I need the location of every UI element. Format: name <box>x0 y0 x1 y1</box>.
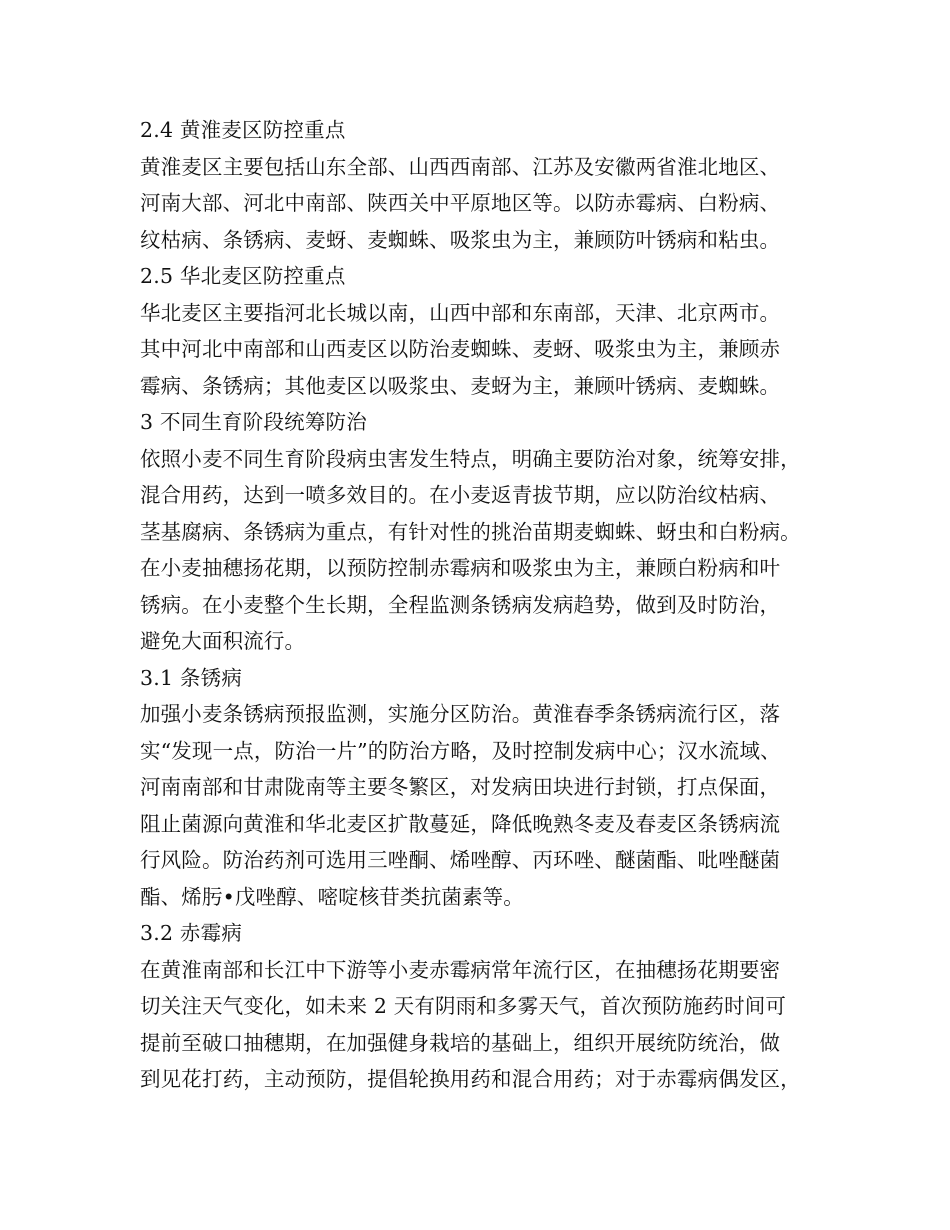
paragraph-line: 实“发现一点，防治一片”的防治方略，及时控制发病中心；汉水流域、 <box>140 738 781 763</box>
paragraph-line: 避免大面积流行。 <box>140 629 306 653</box>
paragraph-line: 到见花打药，主动预防，提倡轮换用药和混合用药；对于赤霉病偶发区， <box>140 1067 801 1091</box>
paragraph-line: 黄淮麦区主要包括山东全部、山西西南部、江苏及安徽两省淮北地区、 <box>140 154 781 179</box>
paragraph-line: 提前至破口抽穗期，在加强健身栽培的基础上，组织开展统防统治，做 <box>140 1030 781 1055</box>
paragraph-line: 在黄淮南部和长江中下游等小麦赤霉病常年流行区，在抽穗扬花期要密 <box>140 957 781 982</box>
paragraph-line: 切关注天气变化，如未来 2 天有阴雨和多雾天气，首次预防施药时间可 <box>140 994 787 1018</box>
paragraph-line: 茎基腐病、条锈病为重点，有针对性的挑治苗期麦蜘蛛、蚜虫和白粉病。 <box>140 519 801 544</box>
heading-3-2: 3.2 赤霉病 <box>140 921 243 945</box>
paragraph-line: 锈病。在小麦整个生长期，全程监测条锈病发病趋势，做到及时防治， <box>140 592 781 617</box>
heading-2-5: 2.5 华北麦区防控重点 <box>140 264 346 288</box>
heading-3-1: 3.1 条锈病 <box>140 665 243 690</box>
paragraph-line: 在小麦抽穗扬花期，以预防控制赤霉病和吸浆虫为主，兼顾白粉病和叶 <box>140 556 781 580</box>
paragraph-line: 混合用药，达到一喷多效目的。在小麦返青拔节期，应以防治纹枯病、 <box>140 483 781 507</box>
paragraph-line: 河南南部和甘肃陇南等主要冬繁区，对发病田块进行封锁，打点保面， <box>140 775 781 799</box>
paragraph-line: 华北麦区主要指河北长城以南，山西中部和东南部，天津、北京两市。 <box>140 300 781 325</box>
paragraph-line: 河南大部、河北中南部、陕西关中平原地区等。以防赤霉病、白粉病、 <box>140 191 781 215</box>
paragraph-line: 阻止菌源向黄淮和华北麦区扩散蔓延，降低晚熟冬麦及春麦区条锈病流 <box>140 811 781 836</box>
paragraph-line: 其中河北中南部和山西麦区以防治麦蜘蛛、麦蚜、吸浆虫为主，兼顾赤 <box>140 337 781 361</box>
paragraph-line: 加强小麦条锈病预报监测，实施分区防治。黄淮春季条锈病流行区，落 <box>140 702 781 726</box>
document-body <box>140 112 820 1098</box>
paragraph-line: 纹枯病、条锈病、麦蚜、麦蜘蛛、吸浆虫为主，兼顾防叶锈病和粘虫。 <box>140 227 781 252</box>
paragraph-line: 行风险。防治药剂可选用三唑酮、烯唑醇、丙环唑、醚菌酯、吡唑醚菌 <box>140 848 781 872</box>
heading-3: 3 不同生育阶段统筹防治 <box>140 410 367 434</box>
paragraph-line: 霉病、条锈病；其他麦区以吸浆虫、麦蚜为主，兼顾叶锈病、麦蜘蛛。 <box>140 373 781 398</box>
paragraph-line: 酯、烯肟•戊唑醇、嘧啶核苷类抗菌素等。 <box>140 884 524 909</box>
heading-2-4: 2.4 黄淮麦区防控重点 <box>140 118 346 142</box>
paragraph-line: 依照小麦不同生育阶段病虫害发生特点，明确主要防治对象，统筹安排， <box>140 446 801 471</box>
